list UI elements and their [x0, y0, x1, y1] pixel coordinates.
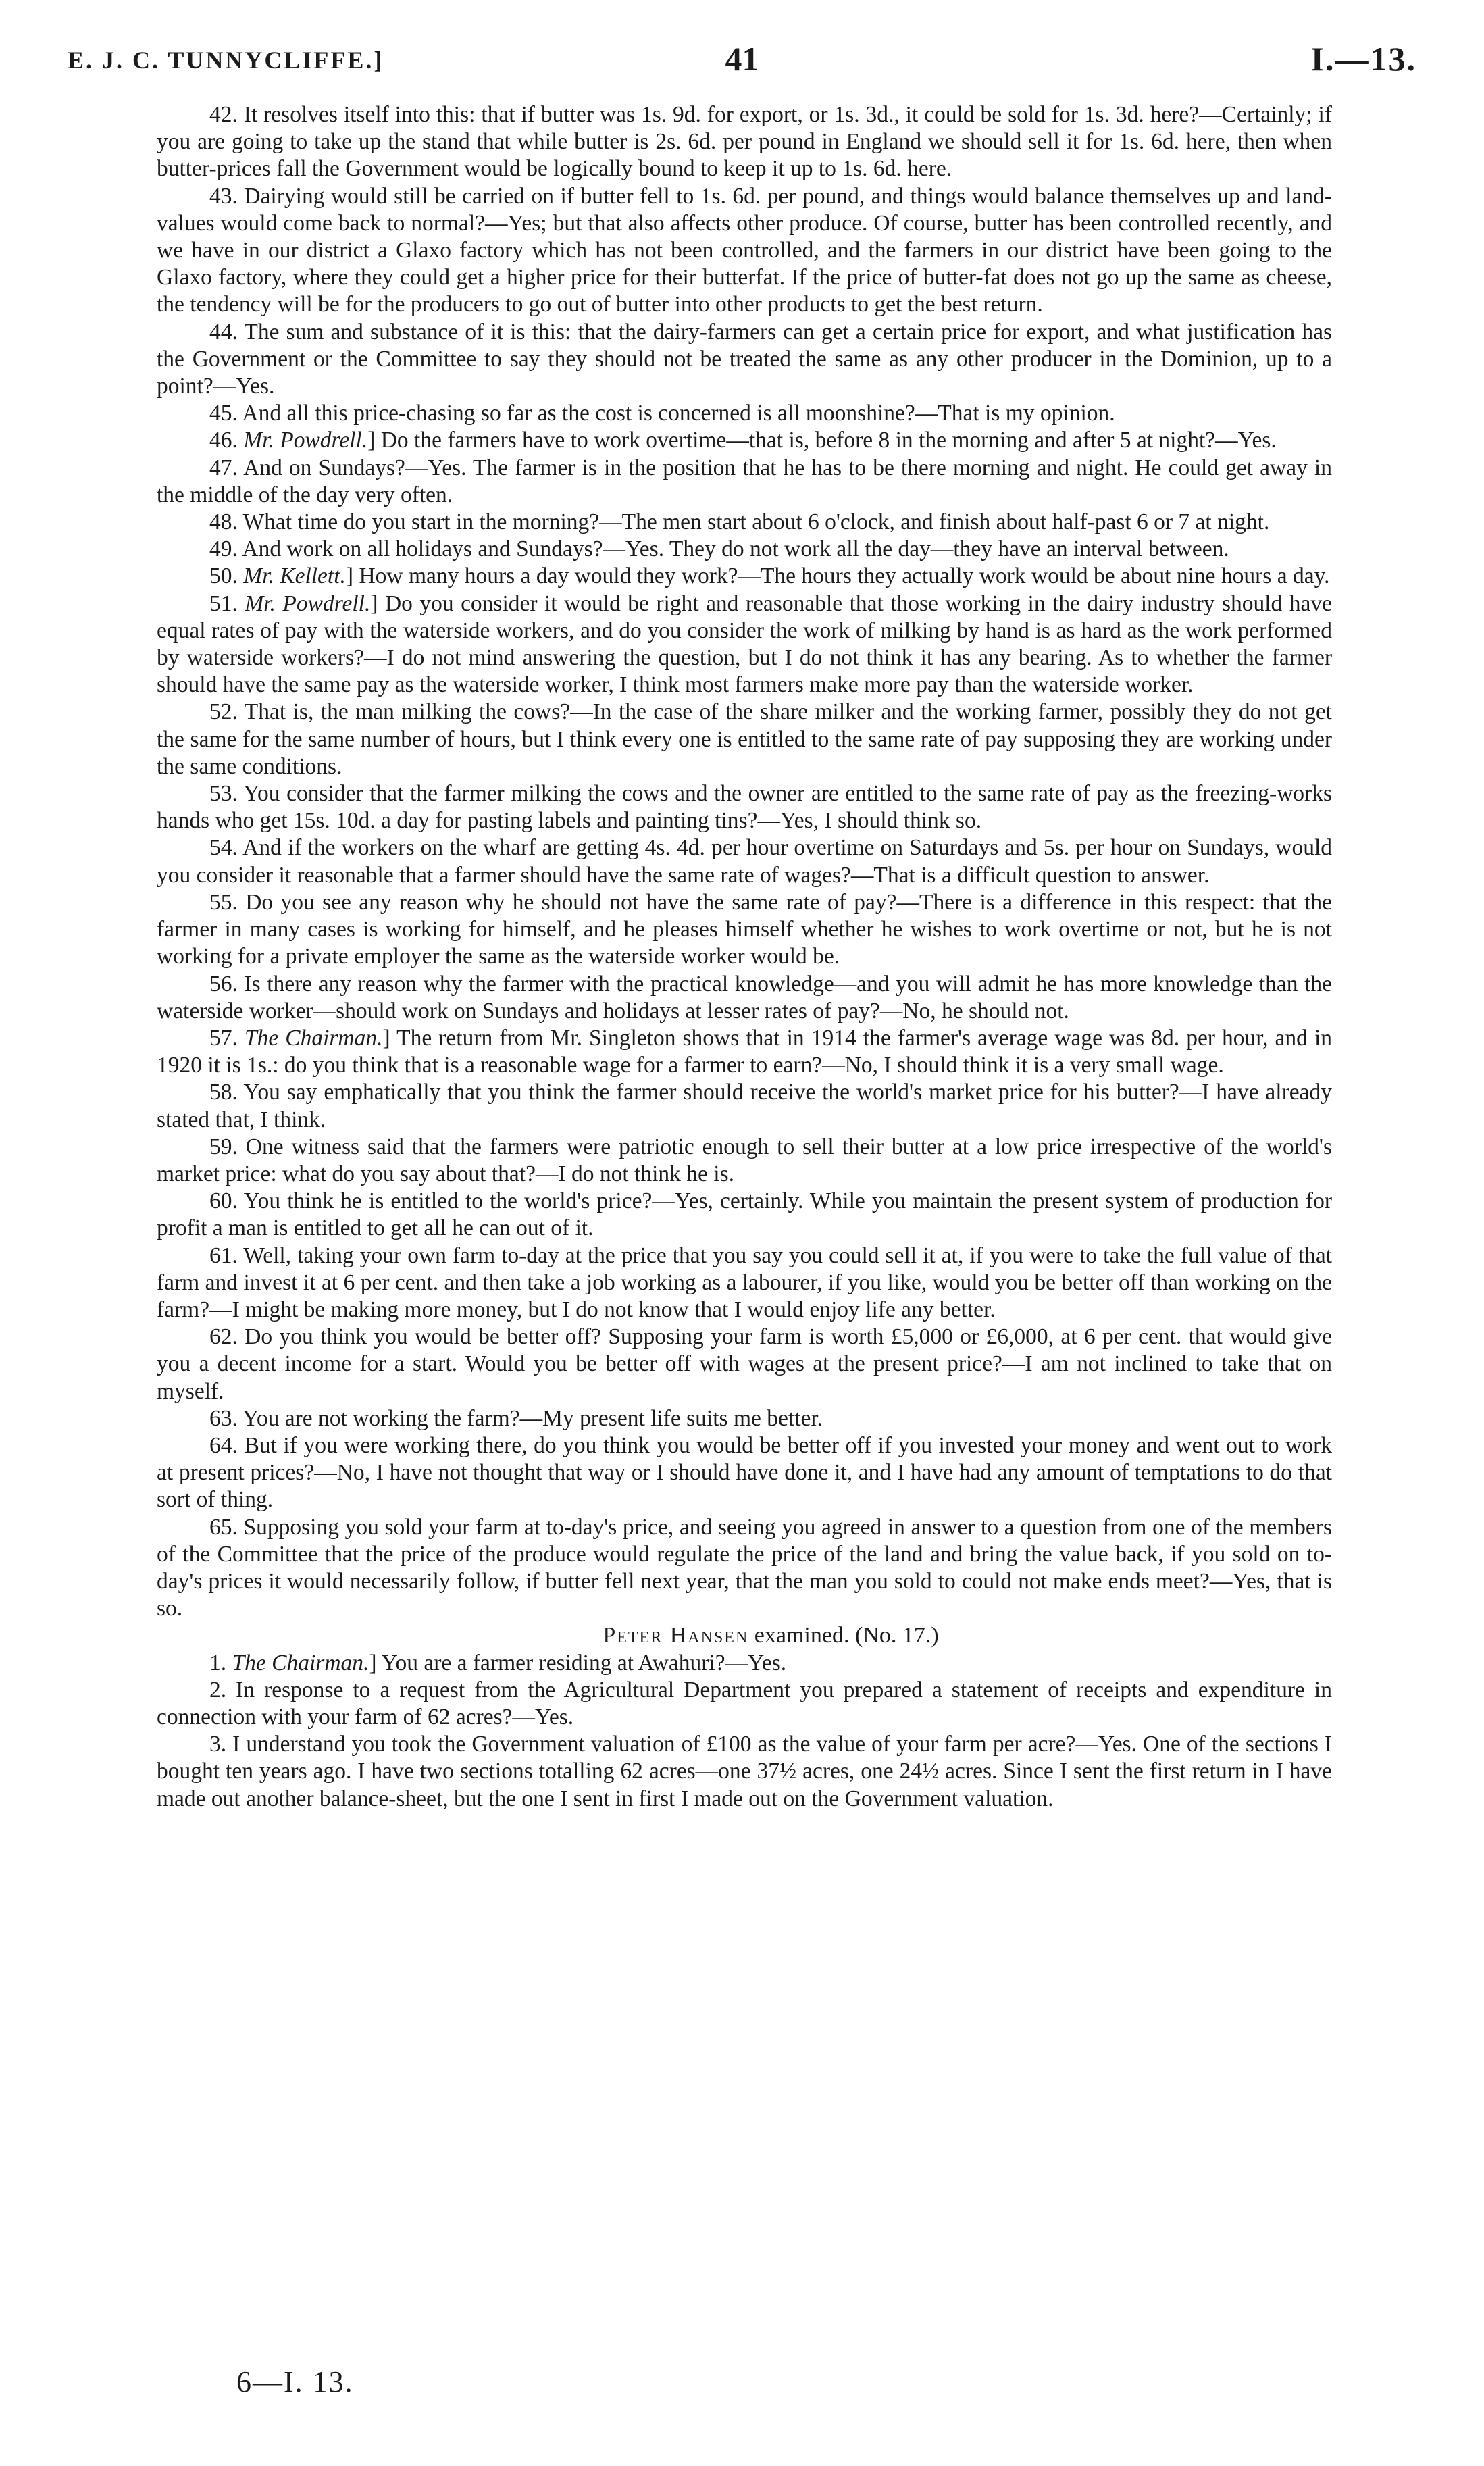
question-answer	[157, 1677, 1332, 1731]
qa-text: 54. And if the workers on the wharf are getting 4s. 4d. per hour overtime on Saturdays and 5s. per hour on Sundays, would you consider it reasonable that a farmer should have the same rate of wages?—That is a difficult question to answer.	[157, 835, 1332, 888]
document-reference: I.—13.	[1310, 40, 1416, 78]
qa-text: 49. And work on all holidays and Sundays?—Yes. They do not work all the day—they have an interval between.	[209, 536, 1229, 562]
qa-text: 47. And on Sundays?—Yes. The farmer is in the position that he has to be there morning and night. He could get away in the middle of the day very often.	[157, 455, 1332, 507]
question-answer	[157, 1079, 1332, 1133]
question-answer	[157, 590, 1332, 699]
question-answer	[157, 699, 1332, 780]
speaker-name: The Chairman.	[232, 1650, 369, 1676]
question-number: 50.	[209, 563, 238, 589]
witness-heading-rest: examined. (No. 17.)	[748, 1623, 939, 1649]
question-answer	[157, 1025, 1332, 1079]
qa-text: ] You are a farmer residing at Awahuri?—Yes.	[369, 1650, 787, 1676]
question-number: 1.	[209, 1650, 227, 1676]
question-answer	[157, 971, 1332, 1025]
question-answer	[157, 536, 1332, 563]
qa-text: 48. What time do you start in the morning?—The men start about 6 o'clock, and finish about half-past 6 or 7 at night.	[209, 509, 1270, 535]
page-number: 41	[725, 40, 759, 78]
qa-text: 55. Do you see any reason why he should not have the same rate of pay?—There is a difference in this respect: that the farmer in many cases is working for himself, and he pleases himself whether he wishes to work overtime or not, but he is not working for a private employer the same as the waterside worker would be.	[157, 889, 1332, 970]
speaker-name: The Chairman.	[244, 1025, 383, 1051]
qa-text: 53. You consider that the farmer milking the cows and the owner are entitled to the same rate of pay as the freezing-works hands who get 15s. 10d. a day for pasting labels and painting tins?—Yes, I should think so.	[157, 781, 1332, 834]
header-witness-name: E. J. C. TUNNYCLIFFE.]	[68, 47, 384, 74]
question-answer	[157, 1514, 1332, 1623]
qa-text: 56. Is there any reason why the farmer with the practical knowledge—and you will admit he has more knowledge than the waterside worker—should work on Sundays and holidays at lesser rates of pay?—No, he should not.	[157, 971, 1332, 1024]
witness-name: Peter Hansen	[603, 1623, 749, 1649]
question-answer	[157, 1134, 1332, 1188]
qa-text: 3. I understand you took the Government valuation of £100 as the value of your farm per acre?—Yes. One of the sections I bought ten years ago. I have two sections totalling 62 acres—one 37½ acres, one 24½ acres. Since I sent the first return in I have made out another balance-sheet, but the one I sent in first I made out on the Government valuation.	[157, 1732, 1332, 1811]
qa-text: ] Do the farmers have to work overtime—that is, before 8 in the morning and after 5 at night?—Yes.	[367, 428, 1277, 453]
qa-text: 61. Well, taking your own farm to-day at the price that you say you could sell it at, if you were to take the full value of that farm and invest it at 6 per cent. and then take a job working as a labourer, if you like, would you be better off than working on the farm?—I might be making more money, but I do not know that I would enjoy life any better.	[157, 1242, 1332, 1322]
question-answer	[157, 183, 1332, 319]
qa-text: 43. Dairying would still be carried on if butter fell to 1s. 6d. per pound, and things would balance themselves up and land-values would come back to normal?—Yes; but that also affects other produce. Of course, butter has been controlled recently, and we have in our district a Glaxo factory which has not been controlled, and the farmers in our district have been going to the Glaxo factory, where they could get a higher price for their butterfat. If the price of butter-fat does not go up the same as cheese, the tendency will be for the producers to go out of butter into other products to get the best return.	[157, 183, 1332, 318]
qa-text: 2. In response to a request from the Agricultural Department you prepared a statement of receipts and expenditure in connection with your farm of 62 acres?—Yes.	[157, 1677, 1332, 1730]
speaker-name: Mr. Powdrell.	[245, 590, 371, 616]
qa-text: 52. That is, the man milking the cows?—In the case of the share milker and the working farmer, possibly they do not get the same for the same number of hours, but I think every one is entitled to the same rate of pay supposing they are working under the same conditions.	[157, 699, 1332, 779]
question-number: 57.	[209, 1025, 238, 1051]
question-answer	[157, 101, 1332, 183]
question-number: 46.	[209, 428, 238, 453]
question-answer	[157, 834, 1332, 888]
question-answer	[157, 1242, 1332, 1324]
question-answer	[157, 1188, 1332, 1242]
qa-text: 60. You think he is entitled to the world's price?—Yes, certainly. While you maintain the present system of production for profit a man is entitled to get all he can out of it.	[157, 1188, 1332, 1241]
question-answer	[157, 400, 1332, 427]
qa-text: 44. The sum and substance of it is this: that the dairy-farmers can get a certain price for export, and what justification has the Government or the Committee to say they should not be treated the same as any other producer in the Dominion, up to a point?—Yes.	[157, 319, 1332, 399]
page-header	[68, 39, 1416, 86]
question-answer	[157, 563, 1332, 590]
question-answer	[157, 889, 1332, 971]
question-answer	[157, 1432, 1332, 1514]
qa-text: 63. You are not working the farm?—My present life suits me better.	[209, 1405, 823, 1431]
question-answer	[157, 1731, 1332, 1813]
witness-heading	[157, 1622, 1332, 1649]
qa-text: 45. And all this price-chasing so far as the cost is concerned is all moonshine?—That is my opinion.	[209, 401, 1115, 426]
qa-text: 62. Do you think you would be better off? Supposing your farm is worth £5,000 or £6,000, at 6 per cent. that would give you a decent income for a start. Would you be better off with wages at the present price?—I am not inclined to take that on myself.	[157, 1324, 1332, 1404]
question-answer	[157, 1324, 1332, 1405]
qa-text: 59. One witness said that the farmers were patriotic enough to sell their butter at a low price irrespective of the world's market price: what do you say about that?—I do not think he is.	[157, 1134, 1332, 1186]
question-answer	[157, 1405, 1332, 1432]
qa-text: 42. It resolves itself into this: that if butter was 1s. 9d. for export, or 1s. 3d., it could be sold for 1s. 3d. here?—Certainly; if you are going to take up the stand that while butter is 2s. 6d. per pound in England we should sell it for 1s. 6d. here, then when butter-prices fall the Government would be logically bound to keep it up to 1s. 6d. here.	[157, 102, 1332, 182]
qa-text: ] How many hours a day would they work?—The hours they actually work would be about nine hours a day.	[345, 563, 1330, 589]
qa-text: 58. You say emphatically that you think the farmer should receive the world's market price for his butter?—I have already stated that, I think.	[157, 1080, 1332, 1132]
qa-text: 65. Supposing you sold your farm at to-day's price, and seeing you agreed in answer to a question from one of the members of the Committee that the price of the produce would regulate the price of the land and bring the value back, if you sold on to-day's prices it would necessarily follow, if butter fell next year, that the man you sold to could not make ends meet?—Yes, that is so.	[157, 1514, 1332, 1621]
page-footer: 6—I. 13.	[236, 2365, 354, 2398]
testimony-section-1	[157, 101, 1332, 1622]
testimony-section-2	[157, 1650, 1332, 1813]
qa-text: ] Do you consider it would be right and reasonable that those working in the dairy industry should have equal rates of pay with the waterside workers, and do you consider the work of milking by hand is as hard as the work performed by waterside workers?—I do not mind answering the question, but I do not think it has any bearing. As to whether the farmer should have the same pay as the waterside worker, I think most farmers make more pay than the waterside worker.	[157, 590, 1332, 698]
question-answer	[157, 455, 1332, 509]
question-answer	[157, 319, 1332, 401]
speaker-name: Mr. Powdrell.	[243, 428, 368, 453]
question-answer	[157, 427, 1332, 454]
speaker-name: Mr. Kellett.	[243, 563, 346, 589]
qa-text: 64. But if you were working there, do you think you would be better off if you invested your money and went out to work at present prices?—No, I have not thought that way or I should have done it, and I have had any amount of temptations to do that sort of thing.	[157, 1432, 1332, 1513]
page-body	[157, 101, 1332, 1813]
question-answer	[157, 509, 1332, 536]
qa-text: ] The return from Mr. Singleton shows that in 1914 the farmer's average wage was 8d. per hour, and in 1920 it is 1s.: do you think that is a reasonable wage for a farmer to earn?—No, I should think it is a very small wage.	[157, 1025, 1333, 1078]
question-answer	[157, 780, 1332, 834]
question-number: 51.	[209, 590, 238, 616]
question-answer	[157, 1650, 1332, 1677]
